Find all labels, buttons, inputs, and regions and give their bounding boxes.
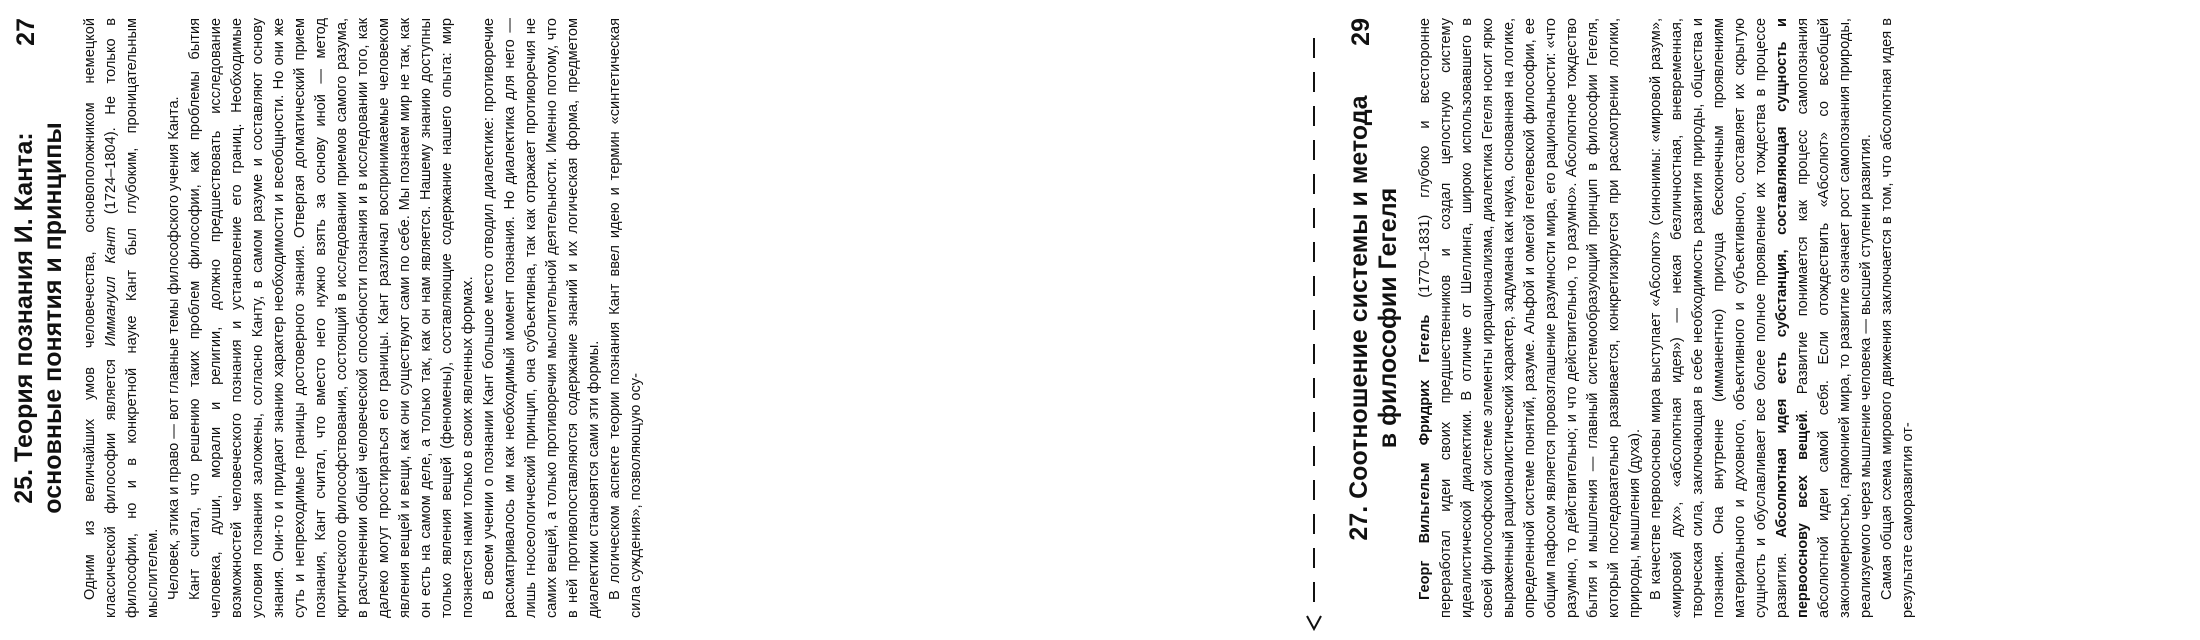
paragraph <box>1415 18 1646 618</box>
section-27 <box>1345 18 1919 618</box>
section-25-body <box>80 18 647 618</box>
hegel-name: Георг Вильгельм Фридрих Гегель <box>1417 314 1433 600</box>
paragraph: Кант считал, что решению таких проблем философии, как проблемы бытия человека, души, морали и религии, должно предшествовать исследование возможностей человеческого познания и установление его границ. Необходимые условия познания заложены, согласно Канту, в самом разуме и составляют основу знания. Они-то и придают знанию характер необходимости и всеобщности. Но они же суть и непреходимые границы достоверного знания. Отвергая догматический прием познания, Кант считал, что вместо него нужно взять за основу иной — метод критического философствования, состоящий в исследовании приемов самого разума, в расчленении общей человеческой способности познания и в исследовании того, как далеко могут простираться его границы. Кант различал воспринимаемые человеком явления вещей и вещи, как они существуют сами по себе. Мы познаем мир не так, как он есть на самом деле, а только так, как он нам является. Нашему знанию доступны только явления вещей (феномены), составляющие содержание нашего опыта: мир познается нами только в своих явленных формах. <box>187 18 476 618</box>
section-27-title-line1: 27. Соотношение системы и метода <box>1345 95 1373 541</box>
text: (1770–1831) глубоко и всесторонне переработал идеи своих предшественников и создал целостную систему идеалистической диалектики. В отличие от Шеллинга, широко использовавшего в своей философской системе элементы иррационализма, диалектика Гегеля носит ярко выраженный рационалистический характер, задумана как наука, основанная на логике, определенной системе понятий, разуме. Альфой и омегой гегелевской философии, ее общим пафосом является провозглашение разумности мира, его рациональности: «что разумно, то действительно; и что действительно, то разумно». Абсолютное тождество бытия и мышления — главный системообразующий принцип в философии Гегеля, который последовательно развивается, конкретизируется при рассмотрении логики, природы, мышления (духа). <box>1417 18 1643 618</box>
section-27-title-line2: в философии Гегеля <box>1374 187 1402 449</box>
paragraph: В своем учении о познании Кант большое место отводил диалектике: противоречие рассматривалось им как необходимый момент познания. Но диалектика для него — лишь гносеологический принцип, она субъективна, так как отражает противоречия не самих вещей, а только противоречия мыслительной деятельности. Именно потому, что в ней противопоставляются содержание знаний и их логическая форма, предметом диалектики становятся сами эти формы. <box>481 18 602 618</box>
paragraph <box>80 18 164 618</box>
section-27-header <box>1345 18 1403 618</box>
section-27-body <box>1415 18 1919 618</box>
section-25-title-line2: основные понятия и принципы <box>39 122 67 514</box>
section-27-title <box>1345 58 1403 578</box>
cut-line-separator <box>1305 12 1323 632</box>
text: (1724–1804). Не только в философии, но и в конкретной науке Кант был глубоким, проницательным мыслителем. <box>103 18 161 618</box>
paragraph: Самая общая схема мирового движения заключается в том, что абсолютная идея в результате саморазвития от- <box>1879 18 1916 618</box>
section-25-header <box>10 18 68 618</box>
page-number-27: 27 <box>12 18 40 46</box>
page-number-29: 29 <box>1347 18 1375 46</box>
kant-name: Иммануил Кант <box>103 226 119 347</box>
paragraph: В логическом аспекте теории познания Кант ввел идею и термин «синтетическая сила суждения», позволяющую осу- <box>607 18 644 618</box>
text: Одним из величайших умов человечества, основоположником немецкой классической философии является <box>82 18 119 618</box>
section-25 <box>10 18 647 618</box>
text: . Развитие понимается как процесс самопознания абсолютной идеи самой себя. Если отождествить «Абсолют» со всеобщей закономерностью, гармонией мира, то развитие означает рост самопознания природы, реализуемого через мышление человека — высшей ступени развития. <box>1795 18 1874 618</box>
section-25-title <box>10 58 68 578</box>
scissors-icon <box>1305 614 1323 632</box>
text: В качестве первоосновы мира выступает «Абсолют» (синонимы: «мировой разум», «мировой дух», «абсолютная идея») — некая безличностная, вневременная, творческая сила, заключающая в себе необходимость развития природы, общества и познания. Она внутренне (имманентно) присуща бесконечным проявлениям материального и духовного, объективного и субъективного, составляет их скрытую сущность и обуславливает все более полное проявление их тождества в процессе развития. <box>1648 18 1790 618</box>
paragraph <box>1646 18 1877 618</box>
bold-statement: Абсолютная идея есть субстанция, составляющая сущность и первооснову всех вещей <box>1774 17 1811 618</box>
paragraph: Человек, этика и право — вот главные темы философского учения Канта. <box>166 96 182 600</box>
section-25-title-line1: 25. Теория познания И. Канта: <box>10 132 38 504</box>
